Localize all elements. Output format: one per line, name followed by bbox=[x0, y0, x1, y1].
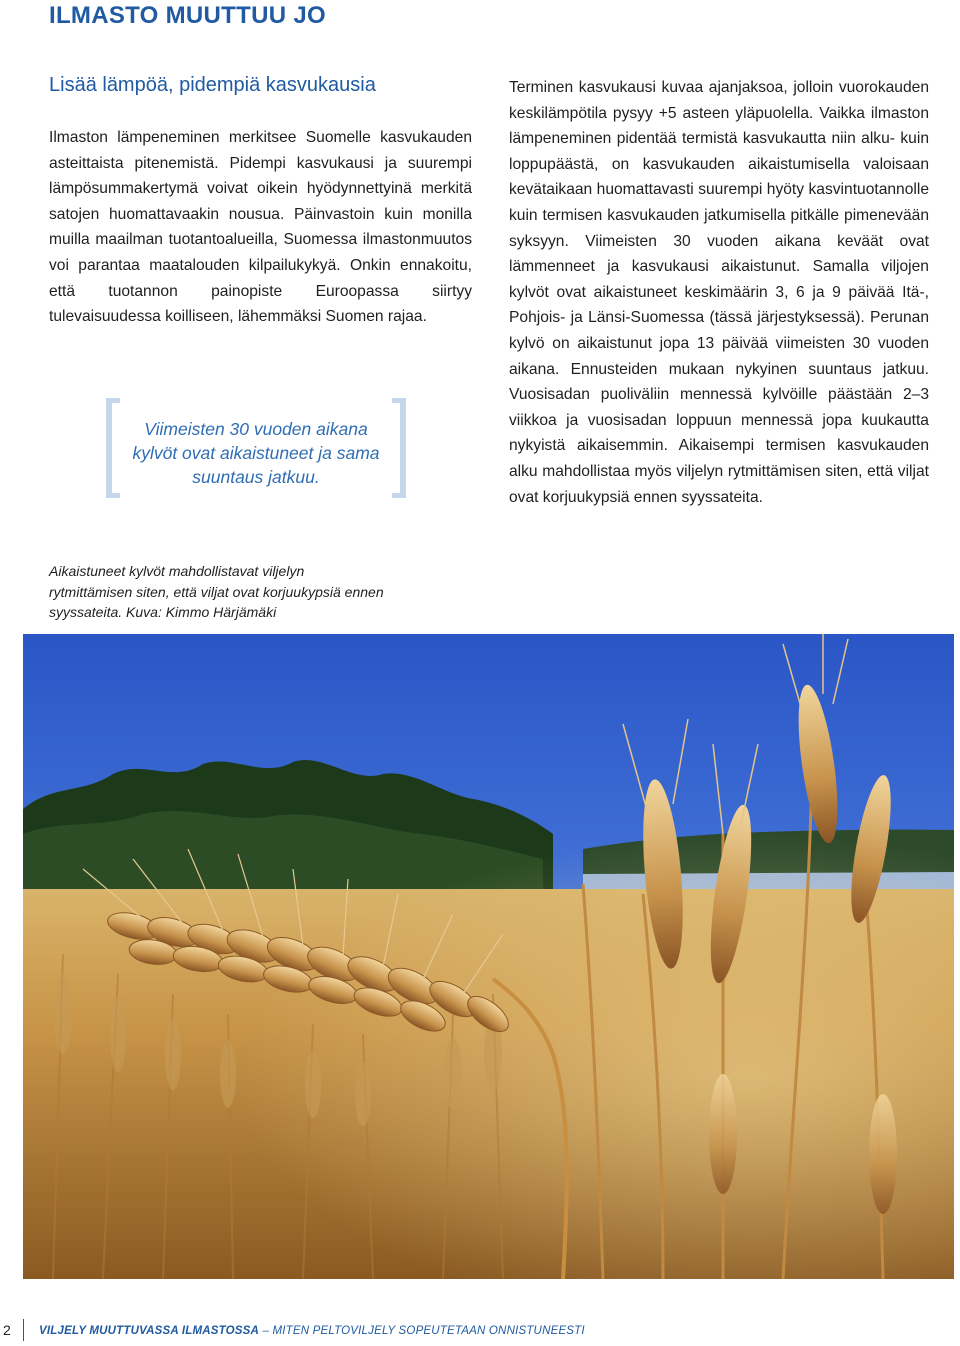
left-column-paragraph: Ilmaston lämpeneminen merkitsee Suomelle kasvukauden asteittaista pitenemistä. Pidempi kasvukausi ja suurempi lämpösummakertymä voivat oikein hyödynnettyinä merkitä satojen huomattavaakin nousua. Päinvastoin kuin monilla muilla maailman tuotantoalueilla, Suomessa ilmastonmuutos voi parantaa maatalouden kilpailukykyä. Onkin ennakoitu, että tuotannon painopiste Euroopassa siirtyy tulevaisuudessa koilliseen, lähemmäksi Suomen rajaa. bbox=[49, 129, 472, 326]
wheat-field-illustration bbox=[23, 634, 954, 1279]
footer-publication: VILJELY MUUTTUVASSA ILMASTOSSA bbox=[39, 1325, 260, 1337]
footer-subtitle: MITEN PELTOVILJELY SOPEUTETAAN ONNISTUNEESTI bbox=[272, 1325, 585, 1337]
left-column bbox=[49, 125, 472, 330]
footer-divider bbox=[23, 1319, 24, 1341]
footer-separator: – bbox=[259, 1325, 273, 1337]
pull-quote-text: Viimeisten 30 vuoden aikana kylvöt ovat aikaistuneet ja sama suuntaus jatkuu. bbox=[132, 419, 380, 487]
right-column-paragraph: Terminen kasvukausi kuvaa ajanjaksoa, jolloin vuorokauden keskilämpötila pysyy +5 asteen yläpuolella. Vaikka ilmaston lämpeneminen pidentää termistä kasvukautta niin alku- kuin loppupäästä, on kasvukauden aikaistumisella valoisaan kevätaikaan huomattavasti suurempi hyöty kasvintuotannolle kuin termisen kasvukauden jatkumisella pitkälle pimenevään syksyyn. Viimeisten 30 vuoden aikana keväät ovat lämmenneet ja kasvukausi aikaistunut. Samalla viljojen kylvöt ovat aikaistuneet keskimäärin 3, 6 ja 9 päivää Itä-, Pohjois- ja Länsi-Suomessa (tässä järjestyksessä). Perunan kylvö on aikaistunut jopa 13 päivää viimeisten 30 vuoden aikana. Ennusteiden mukaan nykyinen suuntaus jatkuu. Vuosisadan puoliväliin mennessä kylvöille päästään 2–3 viikkoa ja vuosisadan loppuun mennessä jopa kuukautta nykyistä aikaisemmin. Aikaisempi termisen kasvukauden alku mahdollistaa myös viljelyn rytmittämisen siten, että viljat ovat korjuukypsiä ennen syyssateita. bbox=[509, 79, 929, 506]
right-column bbox=[509, 75, 929, 510]
pull-quote bbox=[100, 398, 412, 500]
photo-caption: Aikaistuneet kylvöt mahdollistavat viljelyn rytmittämisen siten, että viljat ovat korjuukypsiä ennen syyssateita. Kuva: Kimmo Härjämäki bbox=[49, 563, 384, 620]
right-bracket-icon bbox=[392, 398, 406, 498]
wheat-field-photo bbox=[23, 634, 954, 1279]
section-heading: Lisää lämpöä, pidempiä kasvukausia bbox=[49, 74, 376, 96]
page-number: 2 bbox=[3, 1322, 11, 1338]
left-bracket-icon bbox=[106, 398, 120, 498]
page-title: ILMASTO MUUTTUU JO bbox=[49, 2, 326, 29]
footer bbox=[0, 1318, 960, 1344]
footer-running-title bbox=[39, 1325, 585, 1337]
